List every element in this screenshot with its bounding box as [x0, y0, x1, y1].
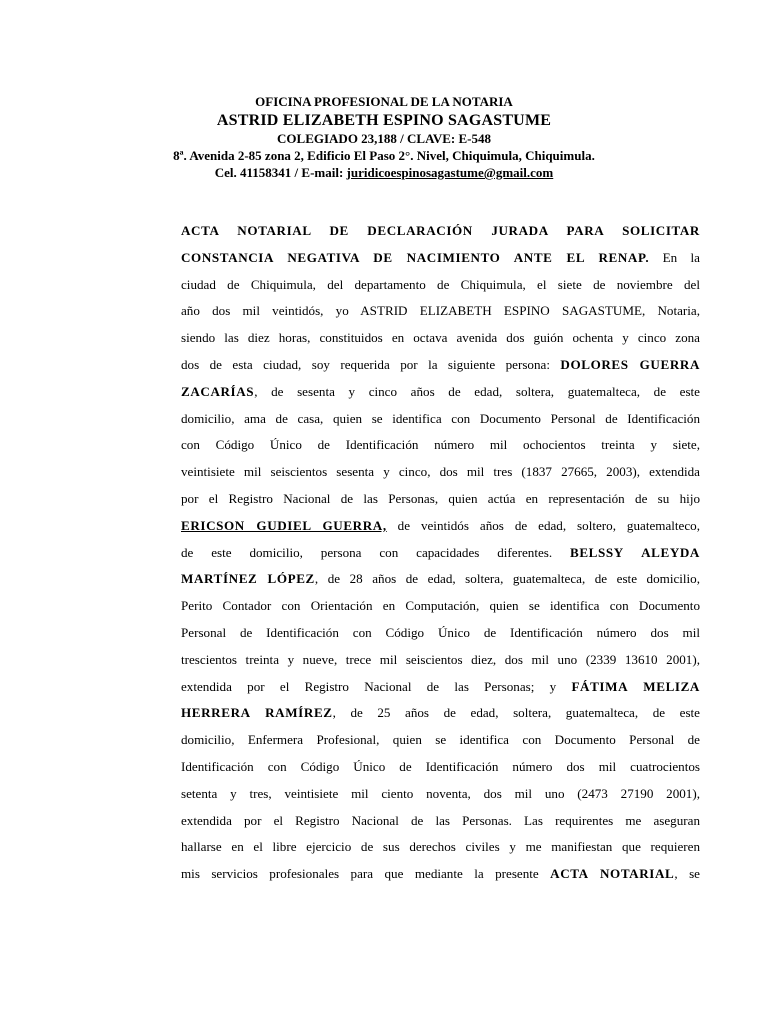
text-run: por el Registro Nacional de las Personas, quien actúa en representación de su hijo — [181, 490, 700, 506]
document-line — [181, 620, 700, 647]
text-run: Identificación con Código Único de Identificación número dos mil cuatrocientos — [181, 758, 700, 774]
text-run: , de sesenta y cinco años de edad, soltera, guatemalteca, de este — [254, 383, 700, 399]
document-line — [181, 406, 700, 433]
bold-text: BELSSY ALEYDA — [570, 544, 700, 560]
text-run: de veintidós años de edad, soltero, guatemalteco, — [386, 517, 700, 533]
text-run: con Código Único de Identificación número mil ochocientos treinta y siete, — [181, 437, 700, 453]
notary-name: ASTRID ELIZABETH ESPINO SAGASTUME — [216, 112, 552, 129]
text-run: siendo las diez horas, constituidos en octava avenida dos guión ochenta y cinco zona — [181, 330, 700, 346]
office-title: OFICINA PROFESIONAL DE LA NOTARIA — [255, 94, 513, 109]
text-run: Perito Contador con Orientación en Computación, quien se identifica con Documento — [181, 598, 700, 614]
address-line: 8ª. Avenida 2-85 zona 2, Edificio El Paso 2°. Nivel, Chiquimula, Chiquimula. — [173, 148, 595, 163]
document-line — [181, 540, 700, 567]
document-line — [181, 808, 700, 835]
bold-text: ACTA NOTARIAL DE DECLARACIÓN JURADA PARA SOLICITAR — [181, 223, 700, 238]
bold-text: CONSTANCIA NEGATIVA DE NACIMIENTO ANTE EL RENAP. — [181, 249, 650, 265]
document-line — [181, 245, 700, 272]
text-run: domicilio, ama de casa, quien se identifica con Documento Personal de Identificación — [181, 410, 700, 426]
text-run: , de 28 años de edad, soltera, guatemalteca, de este domicilio, — [314, 571, 700, 587]
document-line — [181, 834, 700, 861]
document-line — [181, 566, 700, 593]
document-line — [181, 754, 700, 781]
bold-text: HERRERA RAMÍREZ — [181, 705, 333, 721]
text-run: domicilio, Enfermera Profesional, quien se identifica con Documento Personal de — [181, 732, 700, 748]
bold-text: FÁTIMA MELIZA — [571, 678, 700, 694]
document-line — [181, 272, 700, 299]
text-run: hallarse en el libre ejercicio de sus derechos civiles y me manifiestan que requieren — [181, 839, 700, 855]
text-run: dos de esta ciudad, soy requerida por la siguiente persona: — [181, 356, 561, 372]
contact-line — [0, 164, 768, 181]
text-run: mis servicios profesionales para que mediante la presente — [181, 866, 551, 882]
document-line — [181, 432, 700, 459]
document-line — [181, 593, 700, 620]
text-run: veintisiete mil seiscientos sesenta y cinco, dos mil tres (1837 27665, 2003), extendida — [181, 464, 700, 480]
text-run: año dos mil veintidós, yo ASTRID ELIZABETH ESPINO SAGASTUME, Notaria, — [181, 303, 700, 319]
email-link[interactable]: juridicoespinosagastume@gmail.com — [346, 165, 554, 180]
document-line — [181, 459, 700, 486]
text-run: Personal de Identificación con Código Único de Identificación número dos mil — [181, 624, 700, 640]
bold-text: ERICSON GUDIEL GUERRA, — [181, 517, 387, 533]
text-run: extendida por el Registro Nacional de las Personas. Las requirentes me aseguran — [181, 812, 700, 828]
document-line — [181, 513, 700, 540]
document-line — [181, 379, 700, 406]
text-run: setenta y tres, veintisiete mil ciento noventa, dos mil uno (2473 27190 2001), — [181, 785, 700, 801]
text-run: , de 25 años de edad, soltera, guatemalteca, de este — [332, 705, 700, 721]
document-line — [181, 781, 700, 808]
document-line — [181, 727, 700, 754]
bold-text: DOLORES GUERRA — [560, 356, 700, 372]
text-run: extendida por el Registro Nacional de las Personas; y — [181, 678, 572, 694]
text-run: , se — [674, 866, 700, 882]
bold-text: ZACARÍAS — [181, 383, 255, 399]
text-run: En la — [649, 249, 700, 265]
text-run: ciudad de Chiquimula, del departamento de Chiquimula, el siete de noviembre del — [181, 276, 700, 292]
document-line — [181, 674, 700, 701]
document-line — [181, 647, 700, 674]
bold-text: MARTÍNEZ LÓPEZ — [181, 571, 315, 587]
text-run: de este domicilio, persona con capacidades diferentes. — [181, 544, 571, 560]
document-line — [181, 325, 700, 352]
document-line — [181, 861, 700, 888]
bold-text: ACTA NOTARIAL — [550, 866, 675, 882]
document-body — [181, 218, 700, 888]
document-line — [181, 700, 700, 727]
document-line — [181, 298, 700, 325]
document-line — [181, 352, 700, 379]
contact-prefix: Cel. 41158341 / E-mail: — [214, 165, 347, 180]
document-line — [181, 218, 700, 245]
document-line — [181, 486, 700, 513]
text-run: trescientos treinta y nueve, trece mil seiscientos diez, dos mil uno (2339 13610 2001), — [181, 651, 700, 667]
registration-line: COLEGIADO 23,188 / CLAVE: E-548 — [277, 131, 491, 146]
letterhead — [0, 92, 768, 181]
